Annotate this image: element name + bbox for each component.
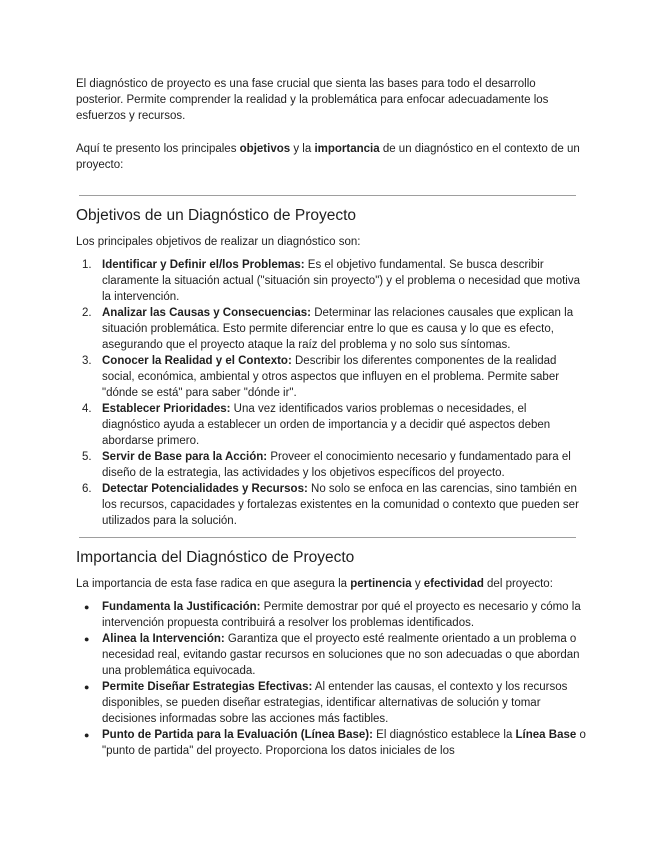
list-number: 1. (82, 259, 92, 271)
objetivos-list (76, 257, 586, 529)
importancia-lead (76, 576, 586, 592)
list-item-text: o "punto de partida" del proyecto. Proporciona los datos iniciales de los (102, 729, 586, 757)
list-number: 4. (82, 403, 92, 415)
intro-text: Aquí te presento los principales (76, 143, 240, 155)
list-item (76, 599, 586, 631)
list-item-title: Servir de Base para la Acción: (102, 451, 268, 463)
list-number: 3. (82, 355, 92, 367)
intro-paragraph-2 (76, 141, 586, 173)
list-item-title: Detectar Potencialidades y Recursos: (102, 483, 308, 495)
list-item (76, 449, 586, 481)
list-item (76, 305, 586, 353)
list-item (76, 631, 586, 679)
lead-text: del proyecto: (483, 578, 553, 590)
lead-text: y (411, 578, 424, 590)
list-item (76, 727, 586, 759)
lead-bold-efectividad: efectividad (423, 578, 484, 590)
intro-bold-importancia: importancia (314, 143, 380, 155)
list-item-text: No solo se enfoca en las carencias, sino también en los recursos, capacidades y fortalezas existentes en la comunidad o contexto que pueden ser utilizados para la solución. (102, 483, 579, 527)
bullet-icon: ● (84, 730, 90, 740)
list-number: 5. (82, 451, 92, 463)
list-item-title: Permite Diseñar Estrategias Efectivas: (102, 681, 313, 693)
list-item-title: Conocer la Realidad y el Contexto: (102, 355, 292, 367)
list-item-title: Analizar las Causas y Consecuencias: (102, 307, 312, 319)
list-number: 6. (82, 483, 92, 495)
list-item-title: Alinea la Intervención: (102, 633, 225, 645)
lead-text: La importancia de esta fase radica en que asegura la (76, 578, 351, 590)
list-item (76, 257, 586, 305)
list-item-text: Una vez identificados varios problemas o necesidades, el diagnóstico ayuda a establecer un orden de importancia y a decidir qué aspectos deben abordarse primero. (102, 403, 551, 447)
list-item-title: Identificar y Definir el/los Problemas: (102, 259, 305, 271)
importancia-list (76, 599, 586, 759)
list-item-text: Determinar las relaciones causales que explican la situación problemática. Esto permite diferenciar entre lo que es causa y lo que es efecto, asegurando que el proyecto ataque la raíz del problema y no solo sus síntomas. (102, 307, 574, 351)
section-heading-objetivos: Objetivos de un Diagnóstico de Proyecto (76, 207, 357, 224)
intro-text: de un diagnóstico en el contexto de un proyecto: (76, 143, 580, 171)
document-page (76, 76, 586, 759)
list-item-text: El diagnóstico establece la (372, 729, 516, 741)
lead-bold-pertinencia: pertinencia (350, 578, 412, 590)
bullet-icon: ● (84, 682, 90, 692)
list-item (76, 679, 586, 727)
objetivos-lead: Los principales objetivos de realizar un diagnóstico son: (76, 236, 361, 248)
horizontal-divider (79, 537, 576, 538)
list-item-bold: Línea Base (515, 729, 577, 741)
list-item-text: Es el objetivo fundamental. Se busca describir claramente la situación actual ("situación sin proyecto") y el problema o necesidad que motiva la intervención. (102, 259, 580, 303)
intro-text: y la (290, 143, 315, 155)
list-item (76, 401, 586, 449)
list-item-title: Punto de Partida para la Evaluación (Línea Base): (102, 729, 373, 741)
list-item-text: Permite demostrar por qué el proyecto es necesario y cómo la intervención propuesta contribuirá a resolver los problemas identificados. (102, 601, 581, 629)
list-item-text: Garantiza que el proyecto esté realmente orientado a un problema o necesidad real, evitando gastar recursos en soluciones que no son adecuadas o que abordan una problemática equivocada. (102, 633, 580, 677)
list-item-text: Describir los diferentes componentes de la realidad social, económica, ambiental y otros aspectos que influyen en el problema. Permite saber "dónde se está" para saber "dónde ir". (102, 355, 560, 399)
list-item (76, 353, 586, 401)
bullet-icon: ● (84, 634, 90, 644)
list-item-title: Establecer Prioridades: (102, 403, 231, 415)
list-number: 2. (82, 307, 92, 319)
intro-bold-objetivos: objetivos (239, 143, 291, 155)
list-item (76, 481, 586, 529)
section-heading-importancia: Importancia del Diagnóstico de Proyecto (76, 549, 355, 566)
horizontal-divider (79, 195, 576, 196)
intro-paragraph: El diagnóstico de proyecto es una fase crucial que sienta las bases para todo el desarrollo posterior. Permite comprender la realidad y la problemática para enfocar adecuadamente los esfuerzos y recursos. (76, 78, 549, 122)
bullet-icon: ● (84, 602, 90, 612)
list-item-title: Fundamenta la Justificación: (102, 601, 261, 613)
list-item-text: Proveer el conocimiento necesario y fundamentado para el diseño de la estrategia, las actividades y los objetivos específicos del proyecto. (102, 451, 571, 479)
list-item-text: Al entender las causas, el contexto y los recursos disponibles, se pueden diseñar estrategias, identificar alternativas de solución y tomar decisiones informadas sobre las acciones más factibles. (102, 681, 568, 725)
